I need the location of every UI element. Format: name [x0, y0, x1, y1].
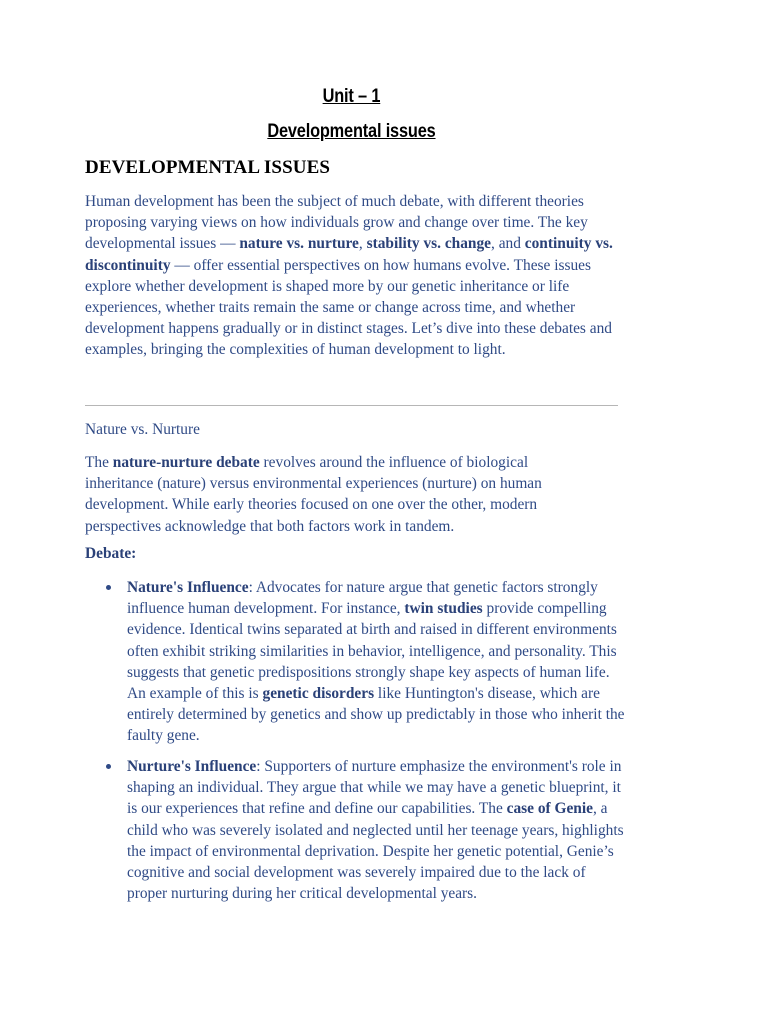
unit-subtitle: Developmental issues	[267, 121, 436, 142]
intro-text-4: — offer essential perspectives on how humans evolve. These issues explore whether development is shaped more by our genetic inheritance or life experiences, whether traits remain the same or change across time, and whether development happens gradually or in distinct stages. Let’s dive into these debates and examples, bringing the complexities of human development to light.	[85, 256, 612, 359]
bullet-text-1: : Supporters of nurture emphasize the environment's role in shaping an individual. They argue that while we may have a genetic blueprint, it is our experiences that refine and define our capabilities. The	[127, 758, 622, 818]
nn-text-2: revolves around the influence of biological inheritance (nature) versus environmental experiences (nurture) on human development. While early theories focused on one over the other, modern perspectives acknowledge that both factors work in tandem.	[85, 454, 542, 535]
bullet-bold-1: Nature's Influence	[127, 579, 249, 596]
bullet-text-1: : Advocates for nature argue that genetic factors strongly influence human development. For instance,	[127, 579, 598, 618]
bullet-icon	[106, 585, 111, 590]
intro-text-1: Human development has been the subject of much debate, with different theories proposing varying views on how individuals grow and change over time. The key developmental issues —	[85, 193, 588, 253]
bullet-text-2: provide compelling evidence. Identical twins separated at birth and raised in different environments often exhibit striking similarities in behavior, intelligence, and personality. This suggests that genetic predispositions strongly shape key aspects of human life. An example of this is	[127, 600, 617, 703]
bullet-text-2: , a child who was severely isolated and neglected until her teenage years, highlights the impact of environmental deprivation. Despite her genetic potential, Genie’s cognitive and social development was severely impaired due to the lack of proper nurturing during her critical developmental years.	[127, 800, 624, 903]
bullet-text-3: like Huntington's disease, which are entirely determined by genetics and show up predictably in those who inherit the faulty gene.	[127, 685, 625, 745]
intro-paragraph	[85, 191, 620, 361]
bullet-icon	[106, 764, 111, 769]
intro-bold-continuity: continuity vs. discontinuity	[85, 235, 613, 274]
nn-text-1: The	[85, 454, 113, 471]
nn-bold-debate: nature-nurture debate	[112, 454, 260, 471]
bullet-bold-1: Nurture's Influence	[127, 758, 257, 775]
unit-title: Unit – 1	[322, 86, 381, 107]
section-heading: DEVELOPMENTAL ISSUES	[85, 157, 331, 178]
bullet-bold-3: genetic disorders	[262, 685, 375, 703]
bullet-text	[127, 756, 627, 904]
nature-nurture-paragraph	[85, 452, 585, 537]
intro-text-2: ,	[358, 235, 367, 253]
bullet-bold-2: twin studies	[404, 600, 483, 618]
debate-label: Debate:	[85, 545, 137, 562]
bullet-text	[127, 577, 627, 747]
intro-bold-stability-change: stability vs. change	[366, 235, 492, 253]
horizontal-divider	[85, 405, 618, 406]
intro-bold-nature-nurture: nature vs. nurture	[239, 235, 359, 253]
intro-text-3: , and	[491, 235, 525, 253]
nature-nurture-heading: Nature vs. Nurture	[85, 421, 200, 438]
bullet-bold-2: case of Genie	[506, 800, 593, 818]
